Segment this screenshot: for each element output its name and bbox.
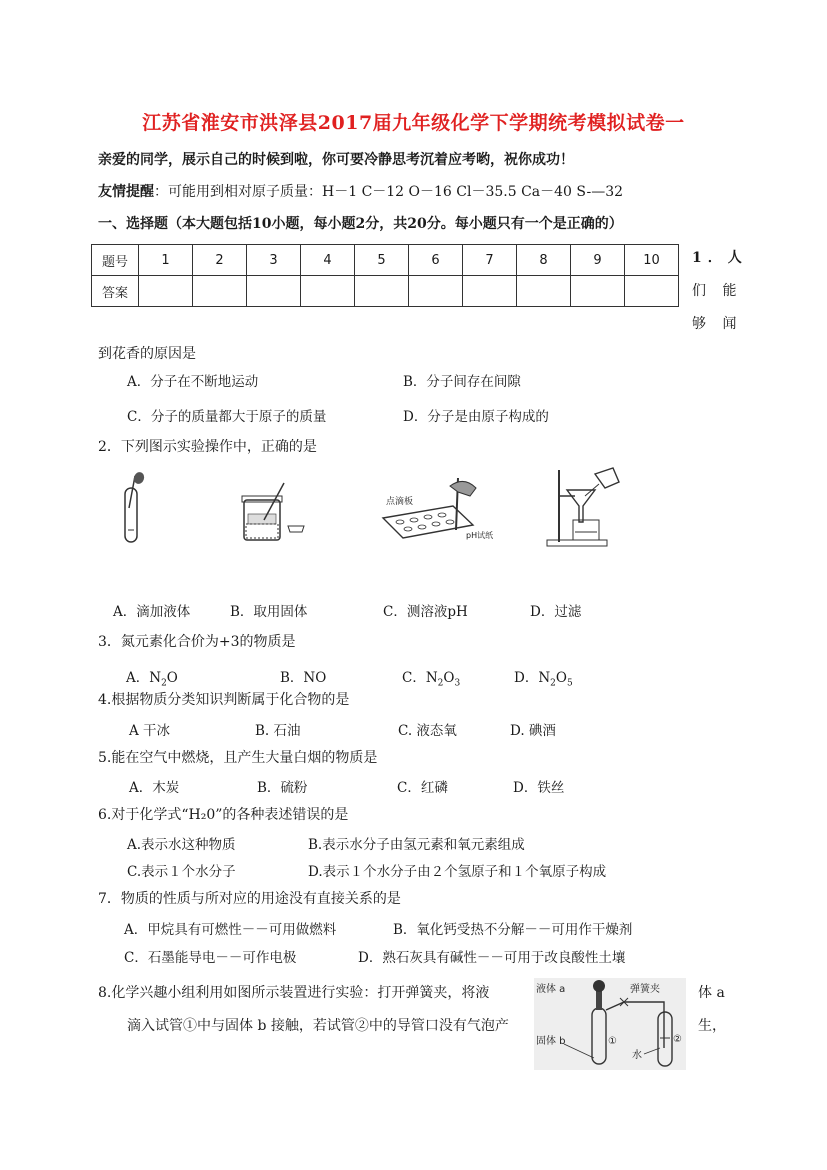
q4-stem: 4.根据物质分类知识判断属于化合物的是: [98, 692, 350, 708]
q7-stem: 7．物质的性质与所对应的用途没有直接关系的是: [98, 891, 401, 907]
q2-option-d: D．过滤: [530, 604, 582, 620]
q1-option-c: C．分子的质量都大于原子的质量: [127, 409, 327, 425]
water-label: 水: [632, 1050, 642, 1061]
q4-option-d: D. 碘酒: [510, 723, 556, 739]
q3-option-a: A．$N_2O$: [126, 670, 178, 689]
answer-cell[interactable]: [139, 276, 193, 307]
table-cell: 4: [301, 245, 355, 276]
dropper-test-tube-figure: [115, 468, 155, 548]
reminder-text: ：可能用到相对原子质量：H－1 C－12 O－16 Cl－35.5 Ca－40 S-—32: [154, 184, 624, 200]
q3-stem: 3．氮元素化合价为+3的物质是: [98, 634, 296, 650]
q8-apparatus-figure: [534, 978, 686, 1070]
q6-option-b: B.表示水分子由氢元素和氧元素组成: [308, 837, 525, 853]
q7-option-a: A．甲烷具有可燃性－－可用做燃料: [124, 922, 337, 938]
q3-option-c: C．$N_2O_3$: [402, 670, 461, 689]
answer-cell[interactable]: [409, 276, 463, 307]
q8-stem-line1: 8.化学兴趣小组利用如图所示装置进行实验：打开弹簧夹，将液: [98, 985, 490, 1001]
solid-b-label: 固体 b: [536, 1036, 566, 1047]
page-title: 江苏省淮安市洪泽县2017届九年级化学下学期统考模拟试卷一: [142, 112, 685, 134]
q2-stem: 2．下列图示实验操作中，正确的是: [98, 439, 317, 455]
q6-option-c: C.表示１个水分子: [127, 864, 236, 880]
answer-cell[interactable]: [193, 276, 247, 307]
q1-stem-side-1: 1．人: [692, 250, 748, 266]
q8-stem-line2: 滴入试管①中与固体 b 接触，若试管②中的导管口没有气泡产: [127, 1018, 509, 1034]
table-header-answer: 答案: [92, 276, 139, 307]
answer-cell[interactable]: [463, 276, 517, 307]
q5-option-d: D．铁丝: [513, 780, 565, 796]
q5-option-b: B．硫粉: [257, 780, 308, 796]
table-cell: 3: [247, 245, 301, 276]
table-cell: 8: [517, 245, 571, 276]
q1-option-a: A．分子在不断地运动: [127, 374, 259, 390]
q2-option-b: B．取用固体: [230, 604, 308, 620]
table-cell: 7: [463, 245, 517, 276]
answer-cell[interactable]: [517, 276, 571, 307]
q1-option-b: B．分子间存在间隙: [403, 374, 521, 390]
q6-stem: 6.对于化学式“H₂0”的各种表述错误的是: [98, 807, 349, 823]
q7-option-d: D．熟石灰具有碱性－－可用于改良酸性土壤: [358, 950, 626, 966]
q5-option-c: C．红磷: [397, 780, 448, 796]
table-cell: 2: [193, 245, 247, 276]
q6-option-d: D.表示１个水分子由２个氢原子和１个氧原子构成: [308, 864, 607, 880]
table-cell: 5: [355, 245, 409, 276]
reminder-label: 友情提醒: [98, 184, 154, 200]
table-header-number: 题号: [92, 245, 139, 276]
q8-stem-line1-end: 体 a: [698, 985, 725, 1001]
q5-option-a: A．木炭: [129, 780, 180, 796]
table-cell: 1: [139, 245, 193, 276]
liquid-a-label: 液体 a: [536, 984, 566, 995]
q4-option-c: C. 液态氧: [398, 723, 457, 739]
spot-plate-ph-figure: [378, 470, 508, 550]
greeting: 亲爱的同学，展示自己的时候到啦，你可要冷静思考沉着应考哟，祝你成功！: [98, 152, 574, 168]
q7-option-b: B．氧化钙受热不分解－－可用作干燥剂: [393, 922, 633, 938]
answer-cell[interactable]: [301, 276, 355, 307]
table-cell: 9: [571, 245, 625, 276]
table-cell: 10: [625, 245, 679, 276]
q6-option-a: A.表示水这种物质: [127, 837, 236, 853]
q1-option-d: D．分子是由原子构成的: [403, 409, 549, 425]
q1-stem: 到花香的原因是: [98, 346, 196, 362]
answer-cell[interactable]: [355, 276, 409, 307]
tube-2-label: ②: [673, 1034, 682, 1045]
q8-stem-line2-end: 生，: [698, 1018, 726, 1034]
q4-option-b: B. 石油: [255, 723, 301, 739]
q7-option-c: C．石墨能导电－－可作电极: [124, 950, 297, 966]
reminder: [98, 182, 623, 202]
table-row: [92, 245, 679, 276]
table-row: [92, 276, 679, 307]
filtration-figure: [545, 466, 625, 550]
spot-plate-label: 点滴板: [386, 497, 414, 507]
tube-1-label: ①: [608, 1036, 617, 1047]
ph-paper-label: pH试纸: [466, 531, 494, 540]
q2-option-c: C．测溶液pH: [383, 604, 468, 620]
q3-option-b: B．NO: [280, 670, 327, 686]
answer-cell[interactable]: [625, 276, 679, 307]
q1-stem-side-2: 们 能: [692, 283, 743, 299]
spring-clip-label: 弹簧夹: [630, 984, 660, 995]
q5-stem: 5.能在空气中燃烧，且产生大量白烟的物质是: [98, 750, 378, 766]
q1-stem-side-3: 够 闻: [692, 316, 743, 332]
answer-cell[interactable]: [247, 276, 301, 307]
solid-jar-figure: [232, 478, 312, 548]
q2-option-a: A．滴加液体: [113, 604, 191, 620]
table-cell: 6: [409, 245, 463, 276]
q4-option-a: A 干冰: [129, 723, 171, 739]
answer-table: [91, 244, 679, 307]
q3-option-d: D．$N_2O_5$: [514, 670, 573, 689]
answer-cell[interactable]: [571, 276, 625, 307]
section-heading: 一、选择题（本大题包括10小题，每小题2分，共20分。每小题只有一个是正确的）: [98, 216, 623, 232]
